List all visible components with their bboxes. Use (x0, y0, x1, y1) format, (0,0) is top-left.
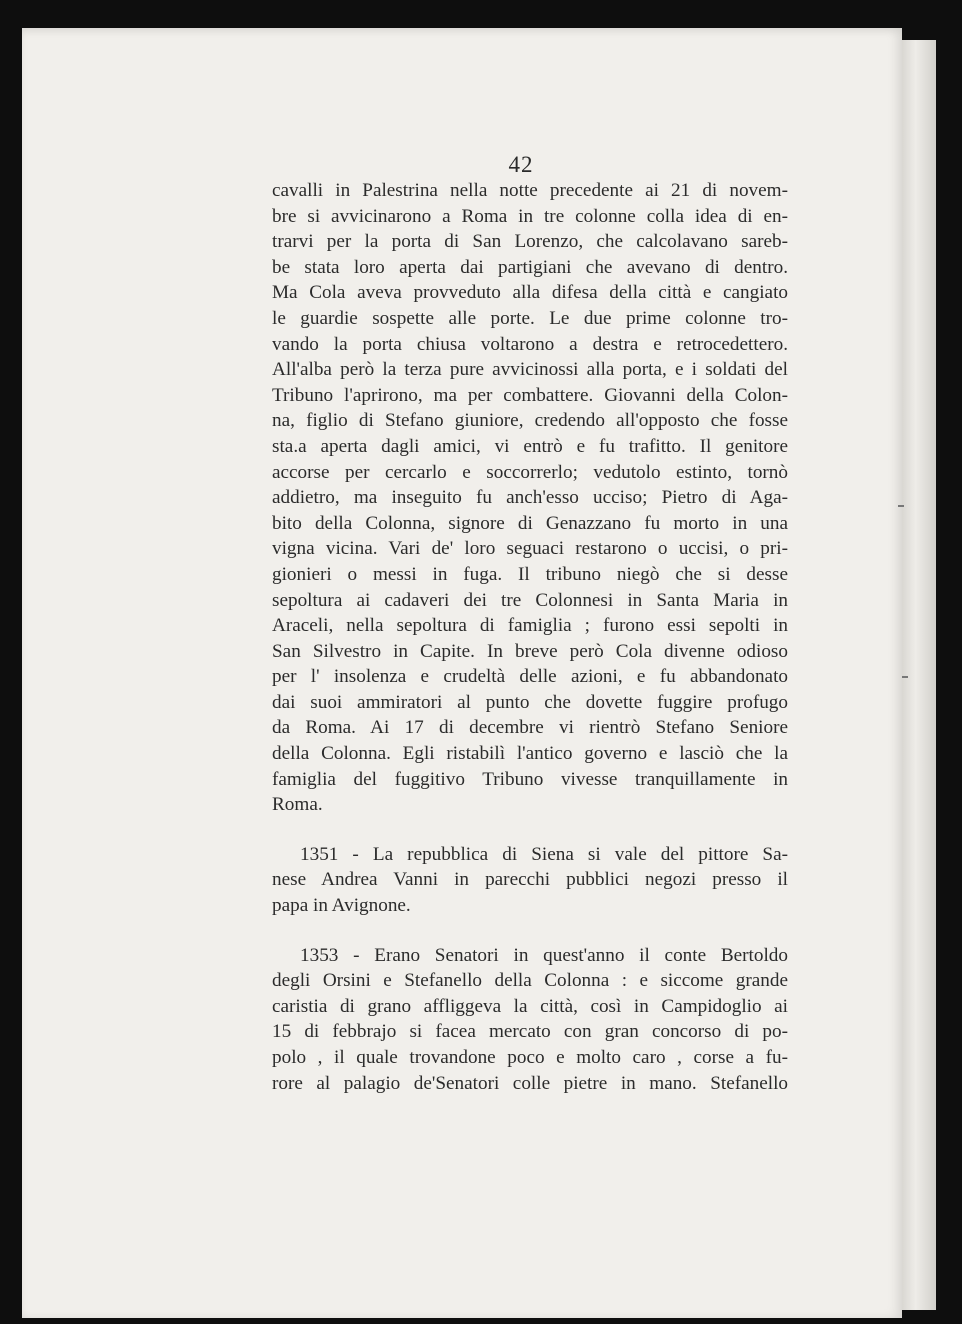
text-line: polo , il quale trovandone poco e molto caro , corse a fu- (272, 1047, 788, 1068)
body-text (272, 178, 788, 1096)
text-line: bito della Colonna, signore di Genazzano fu morto in una (272, 512, 788, 534)
text-line: na, figlio di Stefano giuniore, credendo all'opposto che fosse (272, 410, 788, 432)
text-line: Tribuno l'aprirono, ma per combattere. Giovanni della Colon- (272, 384, 788, 406)
paragraph (272, 943, 788, 1097)
text-line: della Colonna. Egli ristabilì l'antico governo e lasciò che la (272, 743, 788, 765)
text-line: sta.a aperta dagli amici, vi entrò e fu trafitto. Il genitore (272, 435, 788, 457)
text-line: sepoltura ai cadaveri dei tre Colonnesi in Santa Maria in (272, 589, 788, 611)
text-line: degli Orsini e Stefanello della Colonna : e siccome grande (272, 970, 788, 992)
text-line: le guardie sospette alle porte. Le due prime colonne tro- (272, 307, 788, 329)
paragraph (272, 178, 788, 818)
text-line: dai suoi ammiratori al punto che dovette fuggire profugo (272, 691, 788, 713)
text-line: papa in Avignone. (272, 895, 411, 917)
text-line: caristia di grano affliggeva la città, così in Campidoglio ai (272, 995, 788, 1017)
margin-mark (902, 676, 908, 678)
text-line: 1353 - Erano Senatori in quest'anno il conte Bertoldo (300, 944, 788, 966)
text-line: nese Andrea Vanni in parecchi pubblici negozi presso il (272, 869, 788, 891)
text-line: rore al palagio de'Senatori colle pietre in mano. Stefanello (272, 1072, 788, 1094)
text-line: San Silvestro in Capite. In breve però Cola divenne odioso (272, 640, 788, 662)
text-line: Ma Cola aveva provveduto alla difesa della città e cangiato (272, 282, 788, 304)
text-line: accorse per cercarlo e soccorrerlo; vedutolo estinto, tornò (272, 461, 788, 483)
text-line: 15 di febbrajo si facea mercato con gran concorso di po- (272, 1021, 788, 1043)
text-line: All'alba però la terza pure avvicinossi alla porta, e i soldati del (272, 359, 788, 381)
text-line: cavalli in Palestrina nella notte precedente ai 21 di novem- (272, 180, 788, 201)
text-line: vando la porta chiusa voltarono a destra e retrocedettero. (272, 333, 788, 355)
text-line: gionieri o messi in fuga. Il tribuno niegò che si desse (272, 563, 788, 585)
text-line: be stata loro aperta dai partigiani che avevano di dentro. (272, 256, 788, 278)
page-number: 42 (508, 152, 534, 177)
text-line: trarvi per la porta di San Lorenzo, che calcolavano sareb- (272, 231, 788, 253)
text-line: famiglia del fuggitivo Tribuno vivesse tranquillamente in (272, 768, 788, 790)
scan-border (936, 0, 962, 1324)
text-line: Roma. (272, 794, 323, 816)
text-line: addietro, ma inseguito fu anch'esso ucciso; Pietro di Aga- (272, 487, 788, 509)
paragraph (272, 842, 788, 919)
text-line: Araceli, nella sepoltura di famiglia ; furono essi sepolti in (272, 615, 788, 637)
text-line: bre si avvicinarono a Roma in tre colonne colla idea di en- (272, 205, 788, 227)
text-line: 1351 - La repubblica di Siena si vale del pittore Sa- (300, 843, 788, 865)
page-edge (902, 40, 936, 1310)
margin-mark (898, 505, 904, 507)
text-line: da Roma. Ai 17 di decembre vi rientrò Stefano Seniore (272, 717, 788, 739)
text-line: per l' insolenza e crudeltà delle azioni, e fu abbandonato (272, 666, 788, 688)
text-line: vigna vicina. Vari de' loro seguaci restarono o uccisi, o pri- (272, 538, 788, 560)
